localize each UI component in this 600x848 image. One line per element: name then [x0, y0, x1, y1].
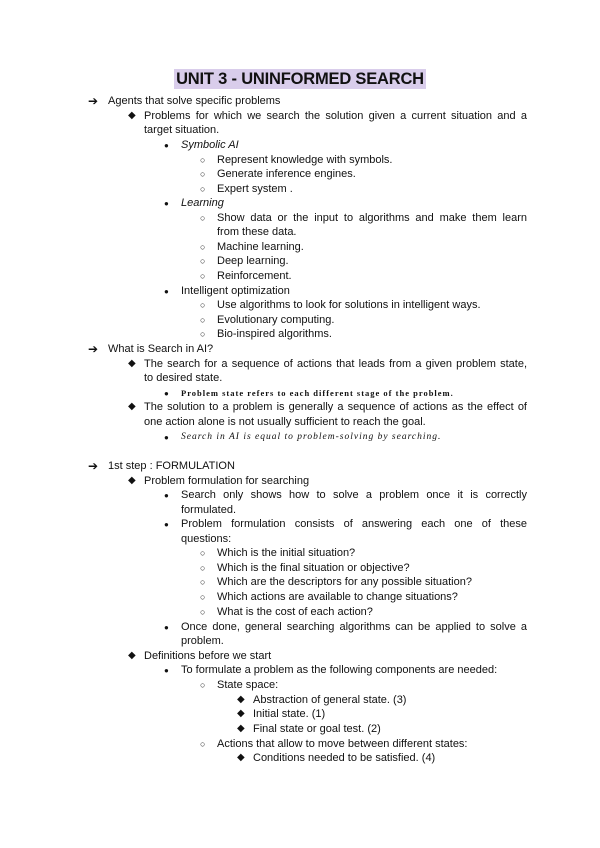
search-equals-note: Search in AI is equal to problem-solving by searching. — [181, 432, 442, 442]
diamond-bullet-icon: ◆ — [237, 752, 245, 763]
circle-bullet-icon: ○ — [200, 213, 206, 223]
definitions-text: To formulate a problem as the following components are needed: — [181, 664, 498, 676]
list-item: Deep learning. — [217, 255, 289, 267]
diamond-bullet-icon: ◆ — [237, 694, 245, 705]
question-item: Which is the initial situation? — [217, 547, 356, 559]
circle-bullet-icon: ○ — [200, 592, 206, 602]
state-space-item: Initial state. (1) — [253, 708, 326, 720]
circle-bullet-icon: ○ — [200, 563, 206, 573]
problems-text-line-2: target situation. — [144, 124, 220, 136]
section-heading-agents: Agents that solve specific problems — [108, 95, 281, 107]
diamond-bullet-icon: ◆ — [128, 110, 136, 121]
list-item: Evolutionary computing. — [217, 314, 335, 326]
state-space-item: Abstraction of general state. (3) — [253, 694, 407, 706]
circle-bullet-icon: ○ — [200, 169, 206, 179]
circle-bullet-icon: ○ — [200, 577, 206, 587]
dot-bullet-icon: ● — [164, 141, 169, 150]
solution-text-line-2: one action alone is not usually sufficient to reach the goal. — [144, 416, 426, 428]
learning-label: Learning — [181, 197, 224, 209]
page-title-block — [0, 70, 600, 89]
page-title: UNIT 3 - UNINFORMED SEARCH — [176, 70, 424, 88]
circle-bullet-icon: ○ — [200, 548, 206, 558]
arrow-bullet-icon: ➔ — [88, 342, 99, 356]
circle-bullet-icon: ○ — [200, 184, 206, 194]
diamond-bullet-icon: ◆ — [237, 723, 245, 734]
actions-label: Actions that allow to move between different states: — [217, 738, 468, 750]
list-item: Generate inference engines. — [217, 168, 356, 180]
pf-text-2-continued: questions: — [181, 533, 232, 545]
circle-bullet-icon: ○ — [200, 315, 206, 325]
arrow-bullet-icon: ➔ — [88, 94, 99, 108]
list-item: Use algorithms to look for solutions in intelligent ways. — [217, 299, 481, 311]
section-heading-search: What is Search in AI? — [108, 343, 214, 355]
circle-bullet-icon: ○ — [200, 242, 206, 252]
list-item: Represent knowledge with symbols. — [217, 154, 393, 166]
question-item: Which actions are available to change situations? — [217, 591, 458, 603]
search-text-line-2: to desired state. — [144, 372, 223, 384]
pf-text-1-continued: formulated. — [181, 504, 237, 516]
diamond-bullet-icon: ◆ — [128, 650, 136, 661]
circle-bullet-icon: ○ — [200, 329, 206, 339]
pf-text-1: Search only shows how to solve a problem once it is correctly — [181, 489, 527, 501]
list-item-continued: from these data. — [217, 226, 297, 238]
question-item: Which are the descriptors for any possible situation? — [217, 576, 472, 588]
search-text-line-1: The search for a sequence of actions that leads from a given problem state, — [144, 358, 527, 370]
dot-bullet-icon: ● — [164, 666, 169, 675]
arrow-bullet-icon: ➔ — [88, 459, 99, 473]
state-space-item: Final state or goal test. (2) — [253, 723, 381, 735]
list-item: Machine learning. — [217, 241, 304, 253]
circle-bullet-icon: ○ — [200, 155, 206, 165]
state-space-label: State space: — [217, 679, 279, 691]
dot-bullet-icon: ● — [164, 389, 169, 398]
dot-bullet-icon: ● — [164, 623, 169, 632]
diamond-bullet-icon: ◆ — [128, 475, 136, 486]
circle-bullet-icon: ○ — [200, 300, 206, 310]
symbolic-ai-label: Symbolic AI — [181, 139, 239, 151]
dot-bullet-icon: ● — [164, 520, 169, 529]
list-item: Reinforcement. — [217, 270, 292, 282]
pf-text-3-continued: problem. — [181, 635, 224, 647]
dot-bullet-icon: ● — [164, 287, 169, 296]
pf-text-3: Once done, general searching algorithms can be applied to solve a — [181, 621, 527, 633]
circle-bullet-icon: ○ — [200, 271, 206, 281]
list-item: Expert system . — [217, 183, 293, 195]
circle-bullet-icon: ○ — [200, 607, 206, 617]
definitions-label: Definitions before we start — [144, 650, 272, 662]
question-item: Which is the final situation or objective? — [217, 562, 410, 574]
problem-formulation-label: Problem formulation for searching — [144, 475, 310, 487]
problem-state-note: Problem state refers to each different stage of the problem. — [181, 388, 454, 398]
circle-bullet-icon: ○ — [200, 256, 206, 266]
diamond-bullet-icon: ◆ — [128, 401, 136, 412]
section-heading-formulation: 1st step : FORMULATION — [108, 460, 235, 472]
diamond-bullet-icon: ◆ — [128, 358, 136, 369]
actions-item: Conditions needed to be satisfied. (4) — [253, 752, 436, 764]
pf-text-2: Problem formulation consists of answering each one of these — [181, 518, 527, 530]
circle-bullet-icon: ○ — [200, 680, 206, 690]
dot-bullet-icon: ● — [164, 199, 169, 208]
optimization-label: Intelligent optimization — [181, 285, 290, 297]
list-item: Show data or the input to algorithms and make them learn — [217, 212, 527, 224]
problems-text-line-1: Problems for which we search the solution given a current situation and a — [144, 110, 527, 122]
question-item: What is the cost of each action? — [217, 606, 373, 618]
solution-text-line-1: The solution to a problem is generally a sequence of actions as the effect of — [144, 401, 527, 413]
dot-bullet-icon: ● — [164, 433, 169, 442]
list-item: Bio-inspired algorithms. — [217, 328, 332, 340]
circle-bullet-icon: ○ — [200, 739, 206, 749]
diamond-bullet-icon: ◆ — [237, 708, 245, 719]
dot-bullet-icon: ● — [164, 491, 169, 500]
